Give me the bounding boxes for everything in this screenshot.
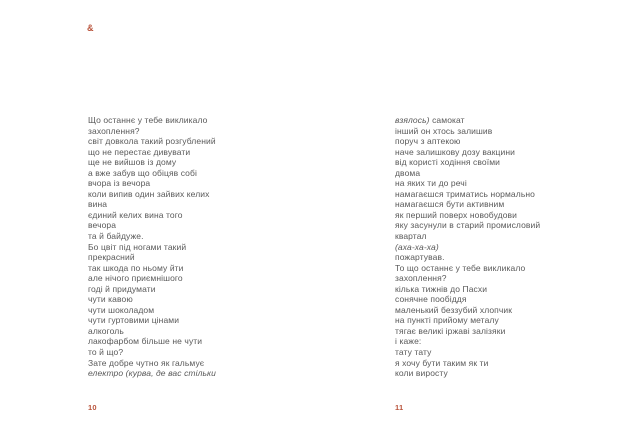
poem-line: Що останнє у тебе викликало bbox=[88, 115, 208, 125]
poem-line: я хочу бути таким як ти bbox=[395, 357, 489, 368]
poem-line: єдиний келих вина того bbox=[88, 209, 183, 220]
poem-line: То що останнє у тебе викликало bbox=[395, 262, 526, 273]
section-marker-ampersand: & bbox=[87, 23, 94, 33]
poem-line: сонячне пообіддя bbox=[395, 294, 467, 305]
poem-line: взялось) самокат bbox=[395, 115, 465, 125]
poem-line: алкоголь bbox=[88, 325, 124, 336]
poem-line: яку засунули в старий промисловий bbox=[395, 220, 541, 231]
poem-line: на пункті прийому металу bbox=[395, 315, 499, 326]
poem-line: так шкода по ньому йти bbox=[88, 262, 184, 273]
poem-line: кілька тижнів до Пасхи bbox=[395, 283, 488, 294]
poem-line: прекрасний bbox=[88, 252, 135, 263]
poem-line: вина bbox=[88, 199, 108, 210]
poem-line: захоплення? bbox=[395, 273, 447, 284]
poem-line: годі й придумати bbox=[88, 283, 156, 294]
poem-line: тягає великі іржаві залізяки bbox=[395, 325, 506, 336]
poem-line: то й що? bbox=[88, 347, 124, 358]
poem-line: пожартував. bbox=[395, 252, 445, 263]
poem-left-page bbox=[88, 115, 216, 379]
poem-line: чути гуртовими цінами bbox=[88, 315, 180, 326]
poem-line: Бо цвіт під ногами такий bbox=[88, 241, 187, 252]
poem-line: намагаєшся бути активним bbox=[395, 199, 505, 210]
poem-line: світ довкола такий розгублений bbox=[88, 136, 216, 147]
poem-line: наче залишкову дозу вакцини bbox=[395, 146, 516, 157]
poem-line: та й байдуже. bbox=[88, 231, 144, 242]
poem-line: ще не вийшов із дому bbox=[88, 157, 177, 168]
poem-line: на яких ти до речі bbox=[395, 178, 467, 189]
poem-line: а вже забув що обіцяв собі bbox=[88, 167, 197, 178]
poem-line: намагаєшся триматись нормально bbox=[395, 188, 535, 199]
poem-line: тату тату bbox=[395, 347, 432, 358]
poem-line: маленький беззубий хлопчик bbox=[395, 304, 513, 315]
poem-line: електро (курва, де вас стільки bbox=[88, 368, 216, 379]
poem-line: що не перестає дивувати bbox=[88, 146, 191, 157]
poem-line: Зате добре чутно як гальмує bbox=[88, 357, 205, 368]
poem-line: квартал bbox=[395, 231, 427, 242]
poem-line: коли виросту bbox=[395, 368, 448, 379]
page-number-left: 10 bbox=[88, 403, 97, 412]
poem-line: вечора bbox=[88, 220, 117, 231]
poem-right-page bbox=[395, 115, 540, 379]
poem-line: чути шоколадом bbox=[88, 304, 155, 315]
poem-line: інший он хтось залишив bbox=[395, 125, 493, 136]
poem-line: як перший поверх новобудови bbox=[395, 209, 518, 220]
poem-line: вчора із вечора bbox=[88, 178, 151, 189]
poem-line: коли випив один зайвих келих bbox=[88, 188, 210, 199]
poem-line: захоплення? bbox=[88, 125, 140, 136]
poem-line: але нічого приємнішого bbox=[88, 273, 183, 284]
poem-line: лакофарбом більше не чути bbox=[88, 336, 203, 347]
poem-line: чути кавою bbox=[88, 294, 133, 305]
page-number-right: 11 bbox=[395, 403, 404, 412]
poem-line: і каже: bbox=[395, 336, 422, 347]
poem-line: від користі ходіння своїми bbox=[395, 157, 500, 168]
poem-line: двома bbox=[395, 167, 421, 178]
poem-line: (аха-ха-ха) bbox=[395, 241, 439, 252]
poem-line: поруч з аптекою bbox=[395, 136, 461, 147]
